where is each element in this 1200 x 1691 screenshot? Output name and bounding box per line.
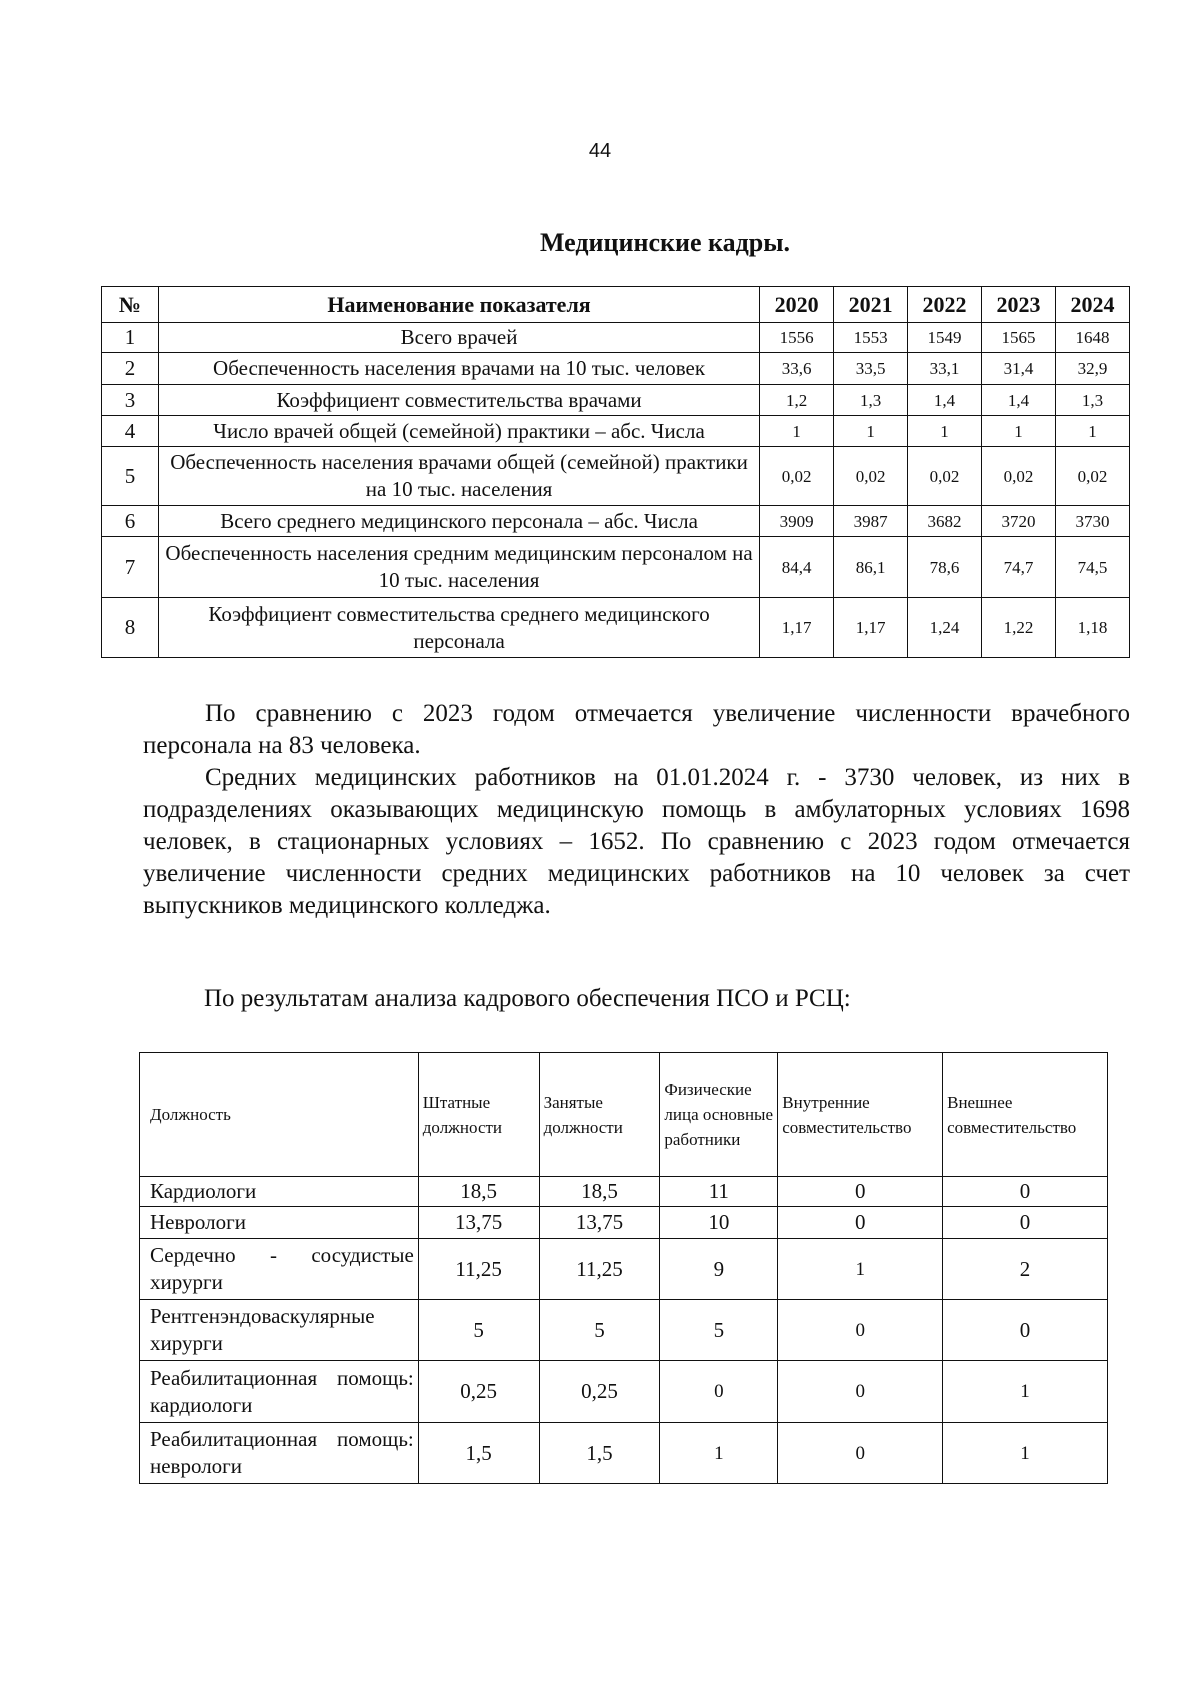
page-number: 44 xyxy=(588,140,612,162)
table-cell: 13,75 xyxy=(539,1207,660,1239)
row-number: 6 xyxy=(102,506,159,537)
position-name: Сердечно - сосудистые хирурги xyxy=(140,1239,419,1300)
column-header: Должность xyxy=(140,1053,419,1177)
table-cell: 78,6 xyxy=(908,537,982,598)
table-cell: 1 xyxy=(834,416,908,447)
table-cell: 18,5 xyxy=(539,1177,660,1207)
indicator-name: Коэффициент совместительства среднего медицинского персонала xyxy=(158,598,759,658)
medical-staff-table xyxy=(101,286,1130,658)
table-cell: 31,4 xyxy=(982,353,1056,385)
table-cell: 2 xyxy=(943,1239,1108,1300)
table-header-row xyxy=(102,287,1130,323)
row-number: 5 xyxy=(102,447,159,506)
table-cell: 1 xyxy=(778,1239,943,1300)
table-cell: 84,4 xyxy=(760,537,834,598)
table-row xyxy=(140,1361,1108,1423)
staffing-table xyxy=(139,1052,1108,1484)
table-cell: 0 xyxy=(778,1300,943,1361)
position-name: Реабилитационная помощь: кардиологи xyxy=(140,1361,419,1423)
table-cell: 0,25 xyxy=(418,1361,539,1423)
table-row xyxy=(102,385,1130,416)
column-header: Наименование показателя xyxy=(158,287,759,323)
table-cell: 0,25 xyxy=(539,1361,660,1423)
column-header: Внешнее совместительство xyxy=(943,1053,1108,1177)
table-cell: 1549 xyxy=(908,323,982,353)
indicator-name: Всего среднего медицинского персонала – абс. Числа xyxy=(158,506,759,537)
table-cell: 1,17 xyxy=(760,598,834,658)
table-cell: 1648 xyxy=(1055,323,1129,353)
table-cell: 0,02 xyxy=(834,447,908,506)
table-cell: 1,22 xyxy=(982,598,1056,658)
indicator-name: Всего врачей xyxy=(158,323,759,353)
row-number: 7 xyxy=(102,537,159,598)
table-cell: 10 xyxy=(660,1207,778,1239)
table-cell: 1,4 xyxy=(982,385,1056,416)
table-cell: 1,5 xyxy=(539,1423,660,1484)
table-cell: 74,5 xyxy=(1055,537,1129,598)
table-row xyxy=(102,598,1130,658)
column-header: Внутренние совместительство xyxy=(778,1053,943,1177)
indicator-name: Коэффициент совместительства врачами xyxy=(158,385,759,416)
table-cell: 3730 xyxy=(1055,506,1129,537)
column-header: № xyxy=(102,287,159,323)
table-cell: 1 xyxy=(760,416,834,447)
indicator-name: Обеспеченность населения средним медицинским персоналом на 10 тыс. населения xyxy=(158,537,759,598)
table-cell: 11,25 xyxy=(418,1239,539,1300)
table-cell: 13,75 xyxy=(418,1207,539,1239)
summary-text xyxy=(143,698,1130,922)
table-cell: 11,25 xyxy=(539,1239,660,1300)
table-cell: 0,02 xyxy=(1055,447,1129,506)
table-row xyxy=(102,416,1130,447)
table-cell: 0 xyxy=(778,1177,943,1207)
column-header: Физические лица основные работники xyxy=(660,1053,778,1177)
table-cell: 1 xyxy=(660,1423,778,1484)
table-cell: 1 xyxy=(982,416,1056,447)
column-header: Занятые должности xyxy=(539,1053,660,1177)
table-cell: 0 xyxy=(778,1361,943,1423)
table-row xyxy=(140,1207,1108,1239)
table-cell: 1 xyxy=(943,1423,1108,1484)
table-cell: 0 xyxy=(943,1177,1108,1207)
table-row xyxy=(102,447,1130,506)
paragraph: Средних медицинских работников на 01.01.2024 г. - 3730 человек, из них в подразделениях оказывающих медицинскую помощь в амбулаторных условиях 1698 человек, в стационарных условиях – 1652. По сравнению с 2023 годом отмечается увеличение численности средних медицинских работников на 10 человек за счет выпускников медицинского колледжа. xyxy=(143,764,1130,919)
table-row xyxy=(140,1177,1108,1207)
indicator-name: Обеспеченность населения врачами общей (семейной) практики на 10 тыс. населения xyxy=(158,447,759,506)
row-number: 4 xyxy=(102,416,159,447)
position-name: Рентгенэндоваскулярные хирурги xyxy=(140,1300,419,1361)
table-row xyxy=(140,1423,1108,1484)
table-cell: 5 xyxy=(660,1300,778,1361)
table-row xyxy=(140,1239,1108,1300)
table-cell: 1,24 xyxy=(908,598,982,658)
row-number: 2 xyxy=(102,353,159,385)
table-header-row xyxy=(140,1053,1108,1177)
column-header: Штатные должности xyxy=(418,1053,539,1177)
row-number: 1 xyxy=(102,323,159,353)
position-name: Реабилитационная помощь: неврологи xyxy=(140,1423,419,1484)
table-cell: 3682 xyxy=(908,506,982,537)
position-name: Неврологи xyxy=(140,1207,419,1239)
column-header: 2022 xyxy=(908,287,982,323)
table-cell: 5 xyxy=(418,1300,539,1361)
table-cell: 5 xyxy=(539,1300,660,1361)
table-cell: 1,5 xyxy=(418,1423,539,1484)
table-cell: 1,3 xyxy=(834,385,908,416)
table-cell: 32,9 xyxy=(1055,353,1129,385)
table-cell: 3987 xyxy=(834,506,908,537)
indicator-name: Обеспеченность населения врачами на 10 тыс. человек xyxy=(158,353,759,385)
table-cell: 3720 xyxy=(982,506,1056,537)
table-cell: 1,18 xyxy=(1055,598,1129,658)
table-cell: 0 xyxy=(943,1207,1108,1239)
page-title: Медицинские кадры. xyxy=(539,228,790,257)
table-row xyxy=(102,506,1130,537)
table-row xyxy=(102,537,1130,598)
table-cell: 18,5 xyxy=(418,1177,539,1207)
position-name: Кардиологи xyxy=(140,1177,419,1207)
table-cell: 86,1 xyxy=(834,537,908,598)
table-cell: 1 xyxy=(943,1361,1108,1423)
table-cell: 1,3 xyxy=(1055,385,1129,416)
table-cell: 1,4 xyxy=(908,385,982,416)
table-cell: 0 xyxy=(660,1361,778,1423)
table-cell: 33,6 xyxy=(760,353,834,385)
table-row xyxy=(102,323,1130,353)
table-cell: 11 xyxy=(660,1177,778,1207)
table-cell: 33,5 xyxy=(834,353,908,385)
table-row xyxy=(140,1300,1108,1361)
table-cell: 33,1 xyxy=(908,353,982,385)
table-cell: 0 xyxy=(778,1207,943,1239)
row-number: 8 xyxy=(102,598,159,658)
table-cell: 0,02 xyxy=(760,447,834,506)
table-cell: 1,2 xyxy=(760,385,834,416)
paragraph: По сравнению с 2023 годом отмечается увеличение численности врачебного персонала на 83 человека. xyxy=(143,700,1130,759)
table-cell: 1553 xyxy=(834,323,908,353)
row-number: 3 xyxy=(102,385,159,416)
column-header: 2020 xyxy=(760,287,834,323)
table-cell: 1,17 xyxy=(834,598,908,658)
column-header: 2021 xyxy=(834,287,908,323)
table-cell: 3909 xyxy=(760,506,834,537)
table-cell: 0 xyxy=(778,1423,943,1484)
indicator-name: Число врачей общей (семейной) практики – абс. Числа xyxy=(158,416,759,447)
table-cell: 1 xyxy=(1055,416,1129,447)
table-row xyxy=(102,353,1130,385)
table-cell: 0,02 xyxy=(908,447,982,506)
table-cell: 1556 xyxy=(760,323,834,353)
section-subtitle: По результатам анализа кадрового обеспечения ПСО и РСЦ: xyxy=(204,985,851,1012)
table-cell: 9 xyxy=(660,1239,778,1300)
column-header: 2024 xyxy=(1055,287,1129,323)
table-cell: 1 xyxy=(908,416,982,447)
table-cell: 0 xyxy=(943,1300,1108,1361)
table-cell: 74,7 xyxy=(982,537,1056,598)
table-cell: 1565 xyxy=(982,323,1056,353)
column-header: 2023 xyxy=(982,287,1056,323)
table-cell: 0,02 xyxy=(982,447,1056,506)
